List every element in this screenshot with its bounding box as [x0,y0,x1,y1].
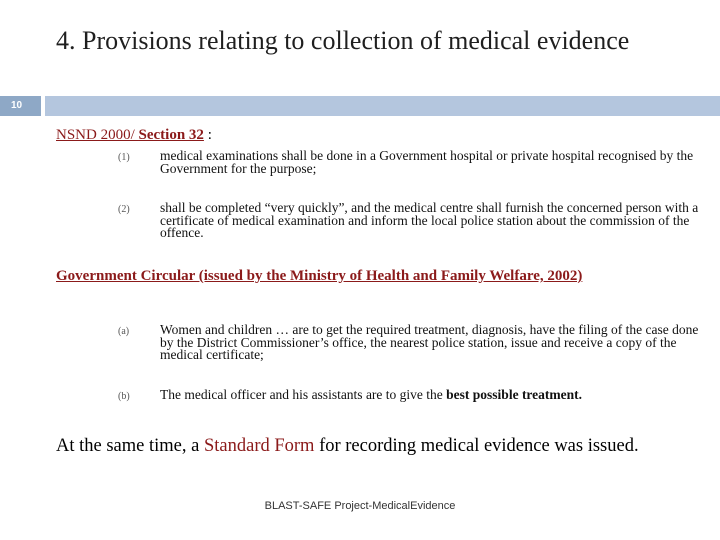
item-text: shall be completed “very quickly”, and the medical centre shall furnish the concerned person with a certificate of medical examination and inform the local police station about the commission of the offence. [160,200,699,240]
standard-form-highlight: Standard Form [203,436,315,456]
closing-after: for recording medical evidence was issued. [314,436,639,456]
slide-title: 4. Provisions relating to collection of medical evidence [56,26,630,55]
slide-number: 10 [11,100,23,111]
closing-statement [56,436,639,456]
section1-heading [56,128,212,143]
item-text-emphasis: best possible treatment. [446,387,583,402]
closing-before: At the same time, a [56,436,204,456]
item-number: (b) [118,391,130,402]
section1-heading-suffix: : [203,127,212,143]
nsnd-link[interactable]: NSND 2000/ Section 32 [56,127,204,143]
item-text-start: The medical officer and his assistants are to give the [160,387,447,402]
item-text: medical examinations shall be done in a Government hospital or private hospital recognised by the Government for the purpose; [160,148,694,176]
item-number: (1) [118,152,130,163]
slide-footer: BLAST-SAFE Project-MedicalEvidence [264,500,456,512]
slide-number-bar [0,96,41,116]
header-accent-bar [45,96,720,116]
section2-heading[interactable] [56,268,656,285]
item-number: (2) [118,204,130,215]
item-text: Women and children … are to get the required treatment, diagnosis, have the filing of the case done by the District Commissioner’s office, the nearest police station, issue and receive a copy of the medical certificate; [160,322,699,362]
item-text [160,389,700,402]
item-number: (a) [118,326,130,337]
circular-link[interactable]: Government Circular (issued by the Ministry of Health and Family Welfare, 2002) [56,268,583,284]
